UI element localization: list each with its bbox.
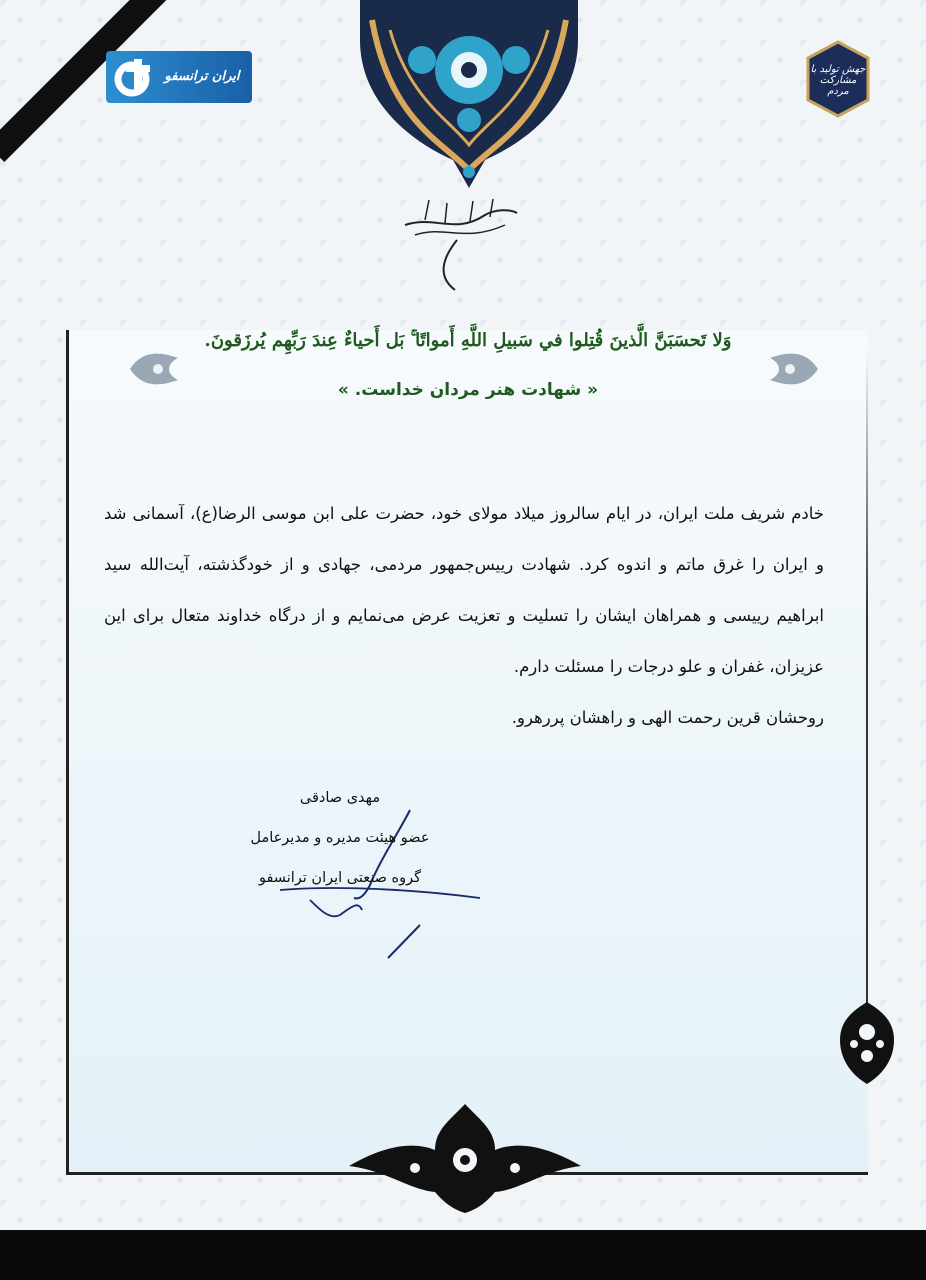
condolence-message <box>104 488 824 743</box>
message-paragraph: خادم شریف ملت ایران، در ایام سالروز میلاد مولای خود، حضرت علی ابن موسی الرضا(ع)، آسمانی شد و ایران را غرق ماتم و اندوه کرد. شهادت رییس‌جمهور مردمی، جهادی و از خودگذشته، آیت‌الله سید ابراهیم رییسی و همراهان ایشان را تسلیت و تعزیت عرض می‌نمایم و از درگاه خداوند متعال برای این عزیزان، غفران و علو درجات را مسئلت دارم. <box>104 504 824 676</box>
quran-verse: وَلا تَحسَبَنَّ الَّذينَ قُتِلوا في سَبيلِ اللَّهِ أَمواتًا ۚ بَل أَحياءٌ عِندَ رَبِّهِم يُرزَقونَ. <box>204 330 732 351</box>
bottom-mourning-bar <box>0 1230 926 1280</box>
panel-right-border <box>866 350 868 1010</box>
corner-arabesque-icon <box>836 1000 898 1086</box>
production-leap-seal <box>802 40 874 118</box>
signer-title: عضو هیئت مدیره و مدیرعامل <box>250 830 430 846</box>
left-side-ornament-icon <box>128 346 180 392</box>
message-closing: روحشان قرین رحمت الهی و راهشان پررهرو. <box>511 708 824 727</box>
basmala-calligraphy <box>395 195 525 295</box>
signer-name: مهدی صادقی <box>299 790 381 806</box>
top-arabesque-ornament-icon <box>360 0 578 190</box>
iran-transfo-logo <box>106 51 252 103</box>
seal-text: جهش تولید با مشارکت مردم <box>810 64 866 97</box>
logo-text: ایران ترانسفو <box>164 69 240 84</box>
bottom-arabesque-ornament-icon <box>345 1100 585 1215</box>
martyrdom-slogan: « شهادت هنر مردان خداست. » <box>337 380 599 400</box>
signature-block <box>240 778 440 898</box>
signer-organization: گروه صنعتی ایران ترانسفو <box>258 870 422 886</box>
letter-panel <box>66 330 868 1175</box>
right-side-ornament-icon <box>768 346 820 392</box>
basmala-text: بسم الله الرحمن الرحیم <box>395 195 406 196</box>
logo-mark-icon <box>112 57 152 97</box>
